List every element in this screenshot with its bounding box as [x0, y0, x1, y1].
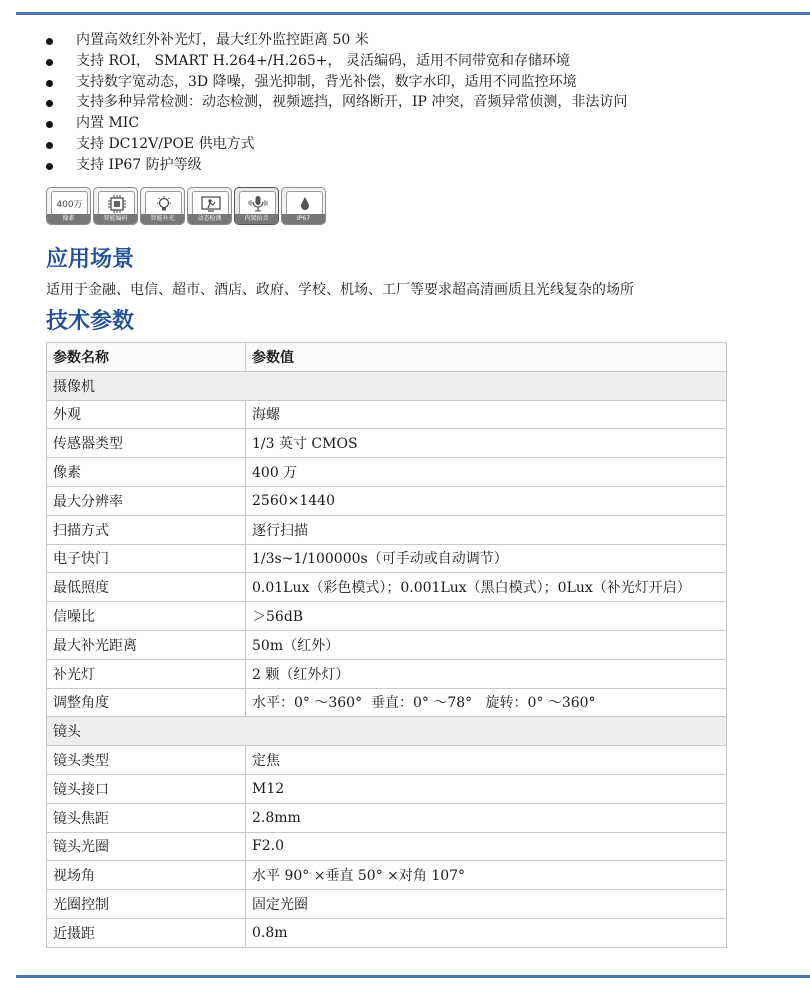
- bullet-icon: [46, 80, 53, 87]
- bullet-icon: [46, 100, 53, 107]
- param-name: 视场角: [47, 861, 246, 890]
- badge-smart-light: 智能补光: [140, 187, 185, 225]
- bullet-icon: [46, 38, 53, 45]
- param-name: 外观: [47, 400, 246, 429]
- feature-item: 支持多种异常检测：动态检测，视频遮挡，网络断开，IP 冲突，音频异常侦测，非法访问: [46, 92, 627, 113]
- param-value: 水平 90° ×垂直 50° ×对角 107°: [246, 861, 727, 890]
- table-row: [47, 544, 727, 573]
- param-value: 2.8mm: [246, 803, 727, 832]
- table-row: [47, 918, 727, 947]
- param-name: 镜头焦距: [47, 803, 246, 832]
- bullet-icon: [46, 142, 53, 149]
- table-row: [47, 429, 727, 458]
- table-row: [47, 486, 727, 515]
- motion-detect-icon: [192, 191, 229, 216]
- param-value: 固定光圈: [246, 890, 727, 919]
- param-value: 50m（红外）: [246, 630, 727, 659]
- feature-item: 支持 ROI， SMART H.264+/H.265+， 灵活编码，适用不同带宽和存储环境: [46, 51, 627, 72]
- badge-smart-encoding: 智能编码: [93, 187, 138, 225]
- bulb-icon: [145, 191, 182, 216]
- param-name: 扫描方式: [47, 515, 246, 544]
- badge-built-in-mic: 内置拾音: [234, 187, 279, 225]
- table-header-row: [47, 343, 727, 372]
- param-name: 光圈控制: [47, 890, 246, 919]
- section-row-lens: [47, 717, 727, 746]
- application-heading: 应用场景: [46, 247, 135, 272]
- badge-pixels: 400万 像素: [46, 187, 91, 225]
- param-name: 最大分辨率: [47, 486, 246, 515]
- table-row: [47, 746, 727, 775]
- param-value: F2.0: [246, 832, 727, 861]
- param-name: 调整角度: [47, 688, 246, 717]
- badge-motion-detect: 动态检测: [187, 187, 232, 225]
- param-value: 0.01Lux（彩色模式）；0.001Lux（黑白模式）；0Lux（补光灯开启）: [246, 573, 727, 602]
- param-value: 1/3 英寸 CMOS: [246, 429, 727, 458]
- table-row: [47, 774, 727, 803]
- param-name: 电子快门: [47, 544, 246, 573]
- param-name: 镜头接口: [47, 774, 246, 803]
- feature-item: 支持数字宽动态，3D 降噪，强光抑制，背光补偿，数字水印，适用不同监控环境: [46, 72, 627, 93]
- feature-item: 内置 MIC: [46, 113, 627, 134]
- param-value: 1/3s~1/100000s（可手动或自动调节）: [246, 544, 727, 573]
- param-name: 像素: [47, 458, 246, 487]
- section-title: 摄像机: [47, 371, 727, 400]
- param-name: 补光灯: [47, 659, 246, 688]
- section-row-camera: [47, 371, 727, 400]
- param-name: 传感器类型: [47, 429, 246, 458]
- param-name: 信噪比: [47, 602, 246, 631]
- table-row: [47, 890, 727, 919]
- param-value: M12: [246, 774, 727, 803]
- microphone-icon: [239, 191, 276, 216]
- table-row: [47, 659, 727, 688]
- pixels-400w-icon: 400万: [51, 191, 88, 216]
- param-name: 近摄距: [47, 918, 246, 947]
- param-name: 最大补光距离: [47, 630, 246, 659]
- bullet-icon: [46, 59, 53, 66]
- param-value: 逐行扫描: [246, 515, 727, 544]
- table-row: [47, 630, 727, 659]
- feature-badges: [46, 187, 326, 225]
- table-row: [47, 832, 727, 861]
- badge-ip67: IP67: [281, 187, 326, 225]
- param-name: 最低照度: [47, 573, 246, 602]
- param-value: 定焦: [246, 746, 727, 775]
- application-text: 适用于金融、电信、超市、酒店、政府、学校、机场、工厂等要求超高清画质且光线复杂的场所: [46, 282, 634, 298]
- spec-table: [46, 342, 727, 948]
- table-row: [47, 458, 727, 487]
- section-title: 镜头: [47, 717, 727, 746]
- param-value: 海螺: [246, 400, 727, 429]
- column-header-name: 参数名称: [47, 343, 246, 372]
- param-name: 镜头光圈: [47, 832, 246, 861]
- param-name: 镜头类型: [47, 746, 246, 775]
- feature-item: 支持 DC12V/POE 供电方式: [46, 134, 627, 155]
- param-value: 400 万: [246, 458, 727, 487]
- bottom-rule: [16, 975, 810, 978]
- param-value: 水平：0° ～360° 垂直：0° ～78° 旋转：0° ～360°: [246, 688, 727, 717]
- table-row: [47, 400, 727, 429]
- param-value: 0.8m: [246, 918, 727, 947]
- column-header-value: 参数值: [246, 343, 727, 372]
- table-row: [47, 861, 727, 890]
- param-value: 2560×1440: [246, 486, 727, 515]
- table-row: [47, 688, 727, 717]
- chip-icon: [98, 191, 135, 216]
- table-row: [47, 573, 727, 602]
- table-row: [47, 515, 727, 544]
- param-value: 2 颗（红外灯）: [246, 659, 727, 688]
- feature-item: 内置高效红外补光灯，最大红外监控距离 50 米: [46, 30, 627, 51]
- water-drop-icon: [286, 191, 323, 216]
- param-value: ＞56dB: [246, 602, 727, 631]
- feature-list: [46, 30, 627, 176]
- top-rule: [16, 12, 810, 15]
- bullet-icon: [46, 121, 53, 128]
- bullet-icon: [46, 163, 53, 170]
- table-row: [47, 803, 727, 832]
- table-row: [47, 602, 727, 631]
- feature-item: 支持 IP67 防护等级: [46, 155, 627, 176]
- tech-heading: 技术参数: [46, 309, 135, 334]
